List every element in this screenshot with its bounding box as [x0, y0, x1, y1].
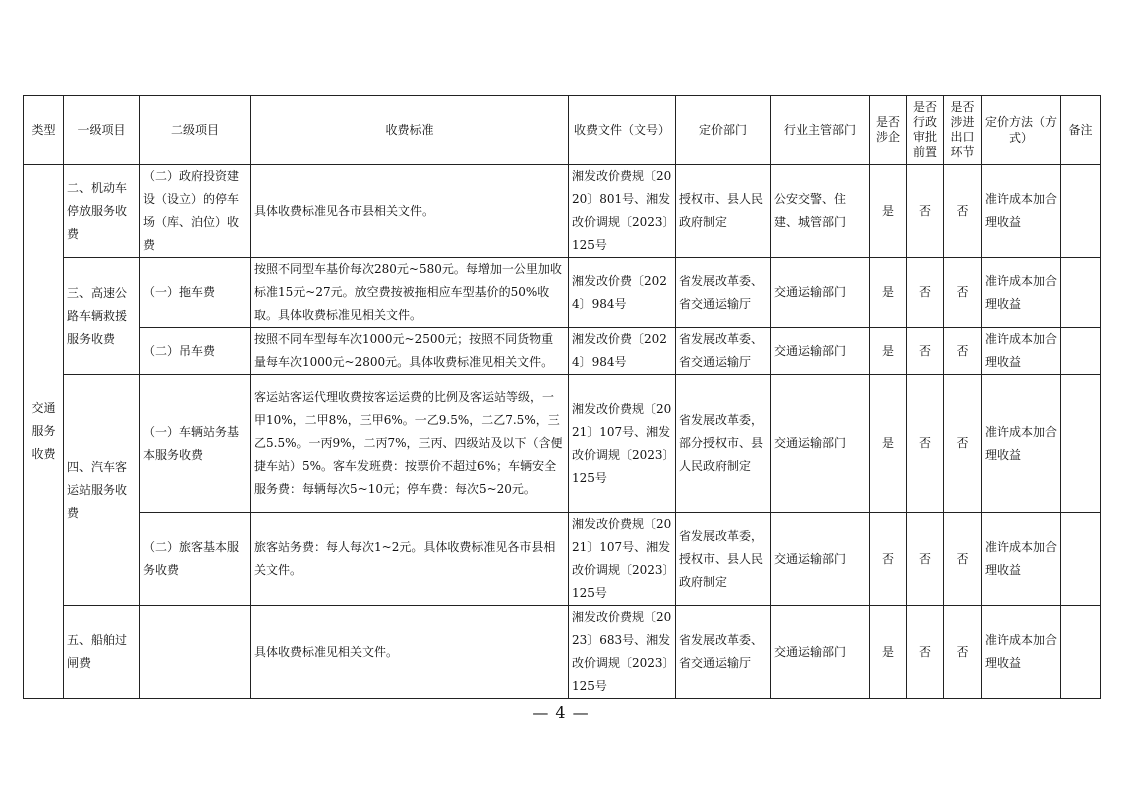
import-export-cell: 否: [944, 328, 982, 375]
admin-approval-cell: 否: [907, 513, 944, 606]
standard-cell: 具体收费标准见各市县相关文件。: [251, 165, 569, 258]
import-export-cell: 否: [944, 513, 982, 606]
header-admin-approval: 是否行政审批前置: [907, 96, 944, 165]
admin-approval-cell: 否: [907, 165, 944, 258]
import-export-cell: 否: [944, 258, 982, 328]
pricing-dept-cell: 省发展改革委，部分授权市、县人民政府制定: [676, 375, 771, 513]
level2-cell: （一）拖车费: [140, 258, 251, 328]
header-remark: 备注: [1061, 96, 1101, 165]
involves-enterprise-cell: 是: [870, 258, 907, 328]
standard-cell: 客运站客运代理收费按客运运费的比例及客运站等级，一甲10%，二甲8%，三甲6%。一乙9.5%，二乙7.5%，三乙5.5%。一丙9%，二丙7%，三丙、四级站及以下（含便捷车站）5%。客车发班费：按票价不超过6%；车辆安全服务费：每辆每次5~10元；停车费：每次5~20元。: [251, 375, 569, 513]
remark-cell: [1061, 328, 1101, 375]
industry-dept-cell: 交通运输部门: [771, 606, 870, 699]
level1-cell: 二、机动车停放服务收费: [64, 165, 140, 258]
level2-cell: （一）车辆站务基本服务收费: [140, 375, 251, 513]
method-cell: 准许成本加合理收益: [982, 165, 1061, 258]
header-row: [24, 96, 1101, 165]
header-standard: 收费标准: [251, 96, 569, 165]
doc-cell: 湘发改价费规〔2020〕801号、湘发改价调规〔2023〕125号: [569, 165, 676, 258]
industry-dept-cell: 交通运输部门: [771, 513, 870, 606]
standard-cell: 具体收费标准见相关文件。: [251, 606, 569, 699]
level2-cell: （二）政府投资建设（设立）的停车场（库、泊位）收费: [140, 165, 251, 258]
table-row: [24, 165, 1101, 258]
doc-cell: 湘发改价费规〔2021〕107号、湘发改价调规〔2023〕125号: [569, 375, 676, 513]
pricing-dept-cell: 省发展改革委、省交通运输厅: [676, 328, 771, 375]
table-row: [24, 606, 1101, 699]
method-cell: 准许成本加合理收益: [982, 513, 1061, 606]
remark-cell: [1061, 375, 1101, 513]
standard-cell: 按照不同型车基价每次280元~580元。每增加一公里加收标准15元~27元。放空费按被拖相应车型基价的50%收取。具体收费标准见相关文件。: [251, 258, 569, 328]
level1-cell: 四、汽车客运站服务收费: [64, 375, 140, 606]
header-type: 类型: [24, 96, 64, 165]
level1-cell: 三、高速公路车辆救援服务收费: [64, 258, 140, 375]
doc-cell: 湘发改价费规〔2021〕107号、湘发改价调规〔2023〕125号: [569, 513, 676, 606]
level2-cell: （二）吊车费: [140, 328, 251, 375]
doc-cell: 湘发改价费规〔2023〕683号、湘发改价调规〔2023〕125号: [569, 606, 676, 699]
admin-approval-cell: 否: [907, 328, 944, 375]
header-pricing-dept: 定价部门: [676, 96, 771, 165]
table-row: [24, 258, 1101, 328]
import-export-cell: 否: [944, 606, 982, 699]
pricing-dept-cell: 省发展改革委、省交通运输厅: [676, 258, 771, 328]
standard-cell: 旅客站务费：每人每次1~2元。具体收费标准见各市县相关文件。: [251, 513, 569, 606]
table-row: [24, 328, 1101, 375]
standard-cell: 按照不同车型每车次1000元~2500元；按照不同货物重量每车次1000元~2800元。具体收费标准见相关文件。: [251, 328, 569, 375]
table-row: [24, 375, 1101, 513]
import-export-cell: 否: [944, 165, 982, 258]
level1-cell: 五、船舶过闸费: [64, 606, 140, 699]
involves-enterprise-cell: 是: [870, 606, 907, 699]
header-method: 定价方法（方式）: [982, 96, 1061, 165]
admin-approval-cell: 否: [907, 258, 944, 328]
industry-dept-cell: 公安交警、住建、城管部门: [771, 165, 870, 258]
remark-cell: [1061, 165, 1101, 258]
involves-enterprise-cell: 是: [870, 165, 907, 258]
method-cell: 准许成本加合理收益: [982, 258, 1061, 328]
industry-dept-cell: 交通运输部门: [771, 375, 870, 513]
type-cell: 交通服务收费: [24, 165, 64, 699]
header-involves-enterprise: 是否涉企: [870, 96, 907, 165]
method-cell: 准许成本加合理收益: [982, 375, 1061, 513]
doc-cell: 湘发改价费〔2024〕984号: [569, 258, 676, 328]
involves-enterprise-cell: 是: [870, 328, 907, 375]
remark-cell: [1061, 606, 1101, 699]
header-level1: 一级项目: [64, 96, 140, 165]
pricing-dept-cell: 省发展改革委，授权市、县人民政府制定: [676, 513, 771, 606]
industry-dept-cell: 交通运输部门: [771, 328, 870, 375]
import-export-cell: 否: [944, 375, 982, 513]
method-cell: 准许成本加合理收益: [982, 606, 1061, 699]
involves-enterprise-cell: 是: [870, 375, 907, 513]
doc-cell: 湘发改价费〔2024〕984号: [569, 328, 676, 375]
header-level2: 二级项目: [140, 96, 251, 165]
admin-approval-cell: 否: [907, 375, 944, 513]
table-row: [24, 513, 1101, 606]
header-import-export: 是否涉进出口环节: [944, 96, 982, 165]
admin-approval-cell: 否: [907, 606, 944, 699]
header-industry-dept: 行业主管部门: [771, 96, 870, 165]
remark-cell: [1061, 513, 1101, 606]
pricing-dept-cell: 授权市、县人民政府制定: [676, 165, 771, 258]
involves-enterprise-cell: 否: [870, 513, 907, 606]
fee-table: [23, 95, 1101, 699]
level2-cell: [140, 606, 251, 699]
industry-dept-cell: 交通运输部门: [771, 258, 870, 328]
header-doc: 收费文件（文号）: [569, 96, 676, 165]
level2-cell: （二）旅客基本服务收费: [140, 513, 251, 606]
remark-cell: [1061, 258, 1101, 328]
pricing-dept-cell: 省发展改革委、省交通运输厅: [676, 606, 771, 699]
method-cell: 准许成本加合理收益: [982, 328, 1061, 375]
page-number: — 4 —: [532, 703, 590, 722]
